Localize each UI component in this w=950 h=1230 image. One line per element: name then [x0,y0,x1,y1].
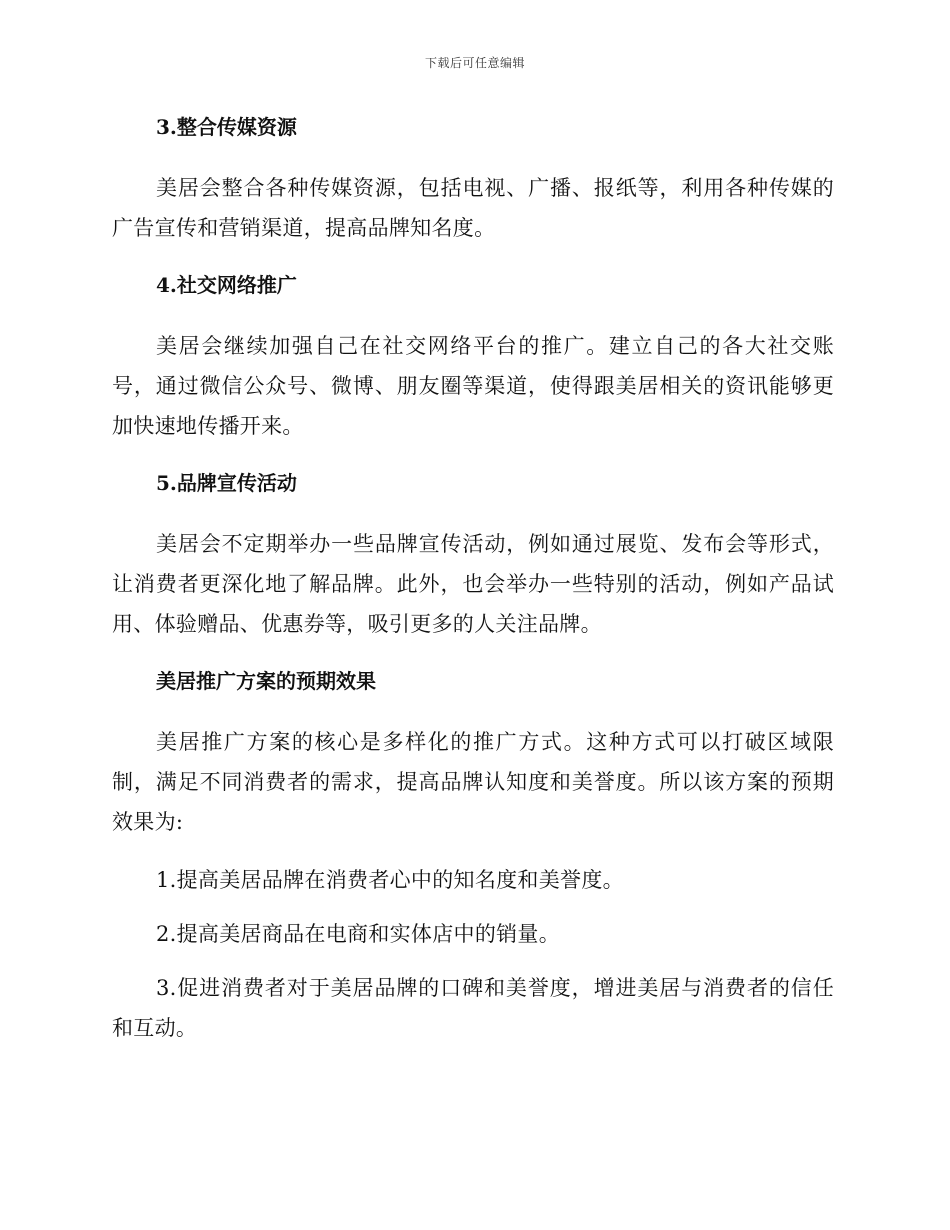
effect-list-item: 1.提高美居品牌在消费者心中的知名度和美誉度。 [156,868,624,892]
section-paragraph: 美居会不定期举办一些品牌宣传活动，例如通过展览、发布会等形式，让消费者更深化地了解品牌。此外，也会举办一些特别的活动，例如产品试用、体验赠品、优惠券等，吸引更多的人关注品牌。 [112,532,834,636]
section-heading: 3.整合传媒资源 [156,115,297,139]
document-body [112,108,834,1062]
section-paragraph: 美居会整合各种传媒资源，包括电视、广播、报纸等，利用各种传媒的广告宣传和营销渠道，提高品牌知名度。 [112,176,834,240]
section-paragraph: 美居会继续加强自己在社交网络平台的推广。建立自己的各大社交账号，通过微信公众号、微博、朋友圈等渠道，使得跟美居相关的资讯能够更加快速地传播开来。 [112,334,834,438]
effect-list-item: 2.提高美居商品在电商和实体店中的销量。 [156,922,561,946]
section-expected-effects [112,662,834,1048]
section-media-resources [112,108,834,248]
effect-list-item: 3.促进消费者对于美居品牌的口碑和美誉度，增进美居与消费者的信任和互动。 [112,976,834,1040]
section-heading: 美居推广方案的预期效果 [156,669,376,693]
section-paragraph: 美居推广方案的核心是多样化的推广方式。这种方式可以打破区域限制，满足不同消费者的需求，提高品牌认知度和美誉度。所以该方案的预期效果为: [112,730,834,834]
page-header: 下载后可任意编辑 [424,56,525,70]
section-heading: 4.社交网络推广 [156,273,297,297]
section-social-network [112,266,834,446]
section-brand-campaign [112,464,834,644]
section-heading: 5.品牌宣传活动 [156,471,297,495]
